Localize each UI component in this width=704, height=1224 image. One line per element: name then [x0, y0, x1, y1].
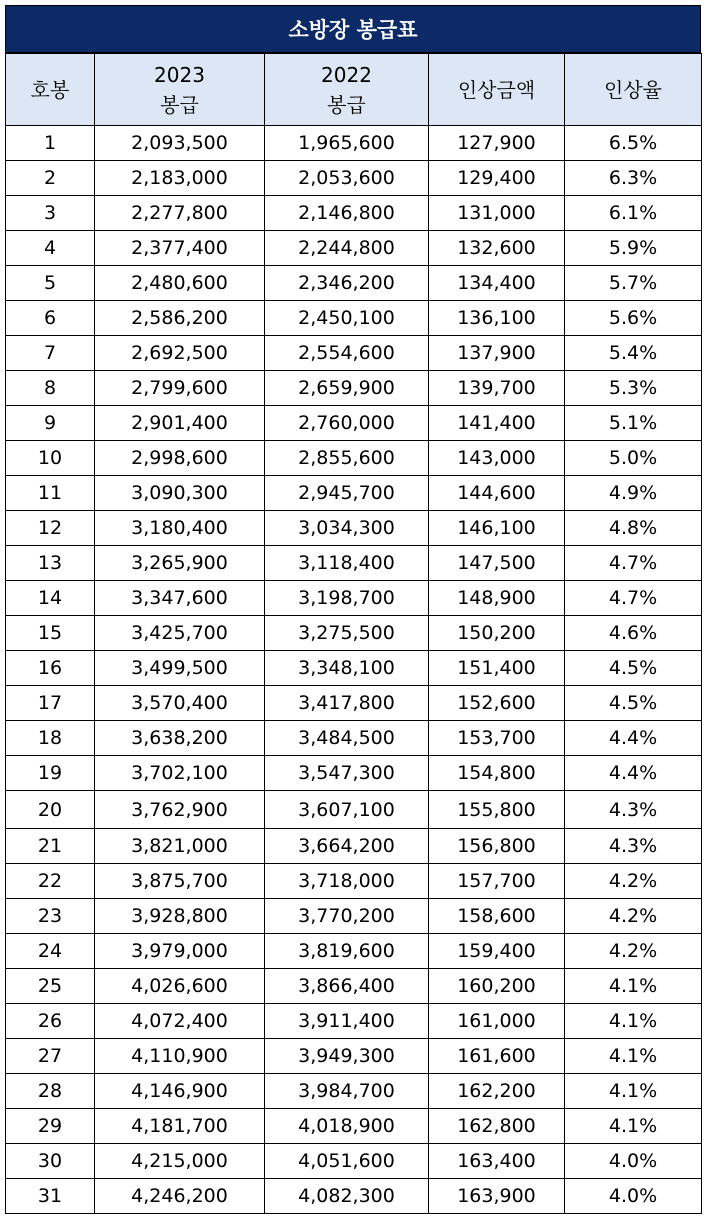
cell-pay-2023: 2,998,600 [95, 441, 265, 476]
table-row [6, 476, 702, 511]
cell-increase: 155,800 [429, 791, 565, 829]
cell-pay-2023: 4,026,600 [95, 969, 265, 1004]
table-row [6, 616, 702, 651]
table-row [6, 829, 702, 864]
cell-rate: 6.3% [565, 161, 702, 196]
table-row [6, 651, 702, 686]
cell-rate: 4.5% [565, 651, 702, 686]
cell-pay-2022: 3,866,400 [265, 969, 429, 1004]
cell-pay-2022: 3,718,000 [265, 864, 429, 899]
table-row [6, 126, 702, 161]
cell-increase: 154,800 [429, 756, 565, 791]
cell-pay-2022: 1,965,600 [265, 126, 429, 161]
salary-table-container [5, 5, 701, 1214]
cell-pay-2022: 2,244,800 [265, 231, 429, 266]
table-row [6, 266, 702, 301]
cell-rate: 4.1% [565, 1109, 702, 1144]
cell-increase: 147,500 [429, 546, 565, 581]
cell-pay-2023: 2,277,800 [95, 196, 265, 231]
cell-pay-2023: 3,180,400 [95, 511, 265, 546]
cell-increase: 131,000 [429, 196, 565, 231]
cell-pay-2023: 3,702,100 [95, 756, 265, 791]
cell-grade: 5 [6, 266, 95, 301]
header-grade: 호봉 [6, 54, 95, 126]
cell-increase: 152,600 [429, 686, 565, 721]
cell-pay-2023: 3,875,700 [95, 864, 265, 899]
cell-pay-2022: 3,984,700 [265, 1074, 429, 1109]
cell-grade: 21 [6, 829, 95, 864]
cell-grade: 9 [6, 406, 95, 441]
cell-pay-2022: 4,082,300 [265, 1179, 429, 1214]
cell-grade: 7 [6, 336, 95, 371]
cell-increase: 148,900 [429, 581, 565, 616]
table-row [6, 511, 702, 546]
cell-increase: 129,400 [429, 161, 565, 196]
table-row [6, 231, 702, 266]
cell-pay-2022: 2,146,800 [265, 196, 429, 231]
table-row [6, 441, 702, 476]
cell-rate: 4.7% [565, 581, 702, 616]
table-header-row [6, 54, 702, 126]
cell-pay-2023: 3,638,200 [95, 721, 265, 756]
header-pay-2023-year: 2023 [154, 62, 205, 87]
cell-pay-2023: 2,586,200 [95, 301, 265, 336]
cell-increase: 143,000 [429, 441, 565, 476]
cell-rate: 4.5% [565, 686, 702, 721]
cell-grade: 18 [6, 721, 95, 756]
cell-pay-2022: 3,118,400 [265, 546, 429, 581]
cell-rate: 5.7% [565, 266, 702, 301]
cell-increase: 160,200 [429, 969, 565, 1004]
table-row [6, 546, 702, 581]
cell-grade: 17 [6, 686, 95, 721]
header-pay-2023 [95, 54, 265, 126]
cell-pay-2022: 3,484,500 [265, 721, 429, 756]
cell-rate: 4.1% [565, 1039, 702, 1074]
cell-pay-2023: 4,181,700 [95, 1109, 265, 1144]
header-rate: 인상율 [565, 54, 702, 126]
cell-pay-2022: 2,053,600 [265, 161, 429, 196]
cell-grade: 23 [6, 899, 95, 934]
table-row [6, 1074, 702, 1109]
cell-pay-2023: 3,425,700 [95, 616, 265, 651]
cell-pay-2022: 2,554,600 [265, 336, 429, 371]
cell-grade: 24 [6, 934, 95, 969]
cell-rate: 4.8% [565, 511, 702, 546]
cell-increase: 153,700 [429, 721, 565, 756]
cell-pay-2023: 4,146,900 [95, 1074, 265, 1109]
cell-pay-2022: 2,760,000 [265, 406, 429, 441]
cell-rate: 6.1% [565, 196, 702, 231]
table-row [6, 864, 702, 899]
cell-rate: 5.9% [565, 231, 702, 266]
cell-pay-2022: 4,051,600 [265, 1144, 429, 1179]
cell-rate: 4.0% [565, 1179, 702, 1214]
cell-grade: 3 [6, 196, 95, 231]
cell-pay-2022: 2,346,200 [265, 266, 429, 301]
cell-increase: 161,600 [429, 1039, 565, 1074]
cell-pay-2022: 2,855,600 [265, 441, 429, 476]
cell-pay-2022: 3,949,300 [265, 1039, 429, 1074]
cell-pay-2023: 3,265,900 [95, 546, 265, 581]
cell-rate: 5.6% [565, 301, 702, 336]
cell-rate: 5.3% [565, 371, 702, 406]
cell-rate: 6.5% [565, 126, 702, 161]
cell-pay-2022: 3,275,500 [265, 616, 429, 651]
cell-grade: 28 [6, 1074, 95, 1109]
cell-pay-2022: 2,659,900 [265, 371, 429, 406]
table-body [6, 126, 702, 1214]
salary-table [5, 53, 702, 1214]
cell-rate: 4.9% [565, 476, 702, 511]
cell-pay-2022: 3,348,100 [265, 651, 429, 686]
cell-increase: 162,200 [429, 1074, 565, 1109]
table-row [6, 371, 702, 406]
cell-pay-2023: 3,570,400 [95, 686, 265, 721]
cell-rate: 4.4% [565, 756, 702, 791]
cell-grade: 30 [6, 1144, 95, 1179]
table-row [6, 336, 702, 371]
cell-grade: 2 [6, 161, 95, 196]
cell-grade: 22 [6, 864, 95, 899]
cell-pay-2023: 3,347,600 [95, 581, 265, 616]
cell-rate: 4.4% [565, 721, 702, 756]
table-row [6, 791, 702, 829]
cell-grade: 29 [6, 1109, 95, 1144]
cell-rate: 4.0% [565, 1144, 702, 1179]
cell-increase: 127,900 [429, 126, 565, 161]
table-row [6, 686, 702, 721]
cell-pay-2022: 3,547,300 [265, 756, 429, 791]
cell-increase: 162,800 [429, 1109, 565, 1144]
cell-pay-2023: 2,183,000 [95, 161, 265, 196]
table-row [6, 581, 702, 616]
cell-pay-2023: 2,093,500 [95, 126, 265, 161]
cell-rate: 4.1% [565, 1074, 702, 1109]
header-pay-2022 [265, 54, 429, 126]
cell-increase: 163,900 [429, 1179, 565, 1214]
cell-pay-2022: 3,198,700 [265, 581, 429, 616]
table-row [6, 1039, 702, 1074]
table-row [6, 406, 702, 441]
cell-pay-2023: 2,901,400 [95, 406, 265, 441]
cell-pay-2023: 2,377,400 [95, 231, 265, 266]
table-row [6, 899, 702, 934]
cell-increase: 144,600 [429, 476, 565, 511]
cell-increase: 141,400 [429, 406, 565, 441]
cell-pay-2023: 3,499,500 [95, 651, 265, 686]
table-row [6, 721, 702, 756]
cell-pay-2022: 4,018,900 [265, 1109, 429, 1144]
cell-rate: 4.2% [565, 899, 702, 934]
cell-grade: 13 [6, 546, 95, 581]
cell-rate: 5.1% [565, 406, 702, 441]
cell-rate: 4.7% [565, 546, 702, 581]
cell-increase: 159,400 [429, 934, 565, 969]
cell-rate: 4.3% [565, 791, 702, 829]
cell-grade: 20 [6, 791, 95, 829]
cell-grade: 12 [6, 511, 95, 546]
cell-grade: 10 [6, 441, 95, 476]
header-increase: 인상금액 [429, 54, 565, 126]
cell-pay-2022: 3,664,200 [265, 829, 429, 864]
cell-pay-2023: 3,979,000 [95, 934, 265, 969]
cell-rate: 4.3% [565, 829, 702, 864]
header-pay-2022-label: 봉급 [327, 92, 366, 117]
cell-grade: 19 [6, 756, 95, 791]
table-row [6, 1004, 702, 1039]
cell-pay-2022: 2,945,700 [265, 476, 429, 511]
table-row [6, 1179, 702, 1214]
cell-increase: 132,600 [429, 231, 565, 266]
table-row [6, 301, 702, 336]
cell-pay-2023: 2,480,600 [95, 266, 265, 301]
cell-grade: 4 [6, 231, 95, 266]
cell-increase: 156,800 [429, 829, 565, 864]
cell-rate: 4.1% [565, 969, 702, 1004]
cell-rate: 4.2% [565, 934, 702, 969]
cell-grade: 25 [6, 969, 95, 1004]
cell-increase: 139,700 [429, 371, 565, 406]
cell-grade: 16 [6, 651, 95, 686]
cell-grade: 11 [6, 476, 95, 511]
cell-increase: 158,600 [429, 899, 565, 934]
cell-pay-2023: 4,110,900 [95, 1039, 265, 1074]
cell-pay-2023: 2,692,500 [95, 336, 265, 371]
cell-increase: 157,700 [429, 864, 565, 899]
table-row [6, 1144, 702, 1179]
cell-increase: 161,000 [429, 1004, 565, 1039]
table-row [6, 969, 702, 1004]
cell-increase: 136,100 [429, 301, 565, 336]
cell-pay-2023: 3,821,000 [95, 829, 265, 864]
cell-grade: 1 [6, 126, 95, 161]
table-row [6, 1109, 702, 1144]
cell-pay-2023: 4,215,000 [95, 1144, 265, 1179]
cell-rate: 4.6% [565, 616, 702, 651]
cell-grade: 26 [6, 1004, 95, 1039]
cell-pay-2022: 3,770,200 [265, 899, 429, 934]
cell-increase: 146,100 [429, 511, 565, 546]
cell-increase: 151,400 [429, 651, 565, 686]
cell-grade: 27 [6, 1039, 95, 1074]
header-pay-2022-year: 2022 [321, 62, 372, 87]
cell-increase: 134,400 [429, 266, 565, 301]
header-pay-2023-label: 봉급 [160, 92, 199, 117]
cell-rate: 5.4% [565, 336, 702, 371]
cell-increase: 163,400 [429, 1144, 565, 1179]
table-row [6, 756, 702, 791]
cell-increase: 150,200 [429, 616, 565, 651]
cell-pay-2022: 3,607,100 [265, 791, 429, 829]
cell-grade: 8 [6, 371, 95, 406]
cell-pay-2023: 3,928,800 [95, 899, 265, 934]
cell-rate: 5.0% [565, 441, 702, 476]
cell-grade: 6 [6, 301, 95, 336]
cell-grade: 15 [6, 616, 95, 651]
cell-pay-2023: 4,246,200 [95, 1179, 265, 1214]
cell-rate: 4.2% [565, 864, 702, 899]
cell-pay-2022: 3,819,600 [265, 934, 429, 969]
cell-rate: 4.1% [565, 1004, 702, 1039]
table-row [6, 196, 702, 231]
cell-pay-2022: 3,911,400 [265, 1004, 429, 1039]
cell-grade: 31 [6, 1179, 95, 1214]
cell-grade: 14 [6, 581, 95, 616]
cell-pay-2023: 2,799,600 [95, 371, 265, 406]
cell-pay-2022: 3,417,800 [265, 686, 429, 721]
cell-pay-2023: 4,072,400 [95, 1004, 265, 1039]
table-row [6, 934, 702, 969]
cell-pay-2022: 2,450,100 [265, 301, 429, 336]
cell-pay-2022: 3,034,300 [265, 511, 429, 546]
table-title: 소방장 봉급표 [5, 5, 701, 53]
cell-pay-2023: 3,090,300 [95, 476, 265, 511]
table-row [6, 161, 702, 196]
cell-pay-2023: 3,762,900 [95, 791, 265, 829]
cell-increase: 137,900 [429, 336, 565, 371]
